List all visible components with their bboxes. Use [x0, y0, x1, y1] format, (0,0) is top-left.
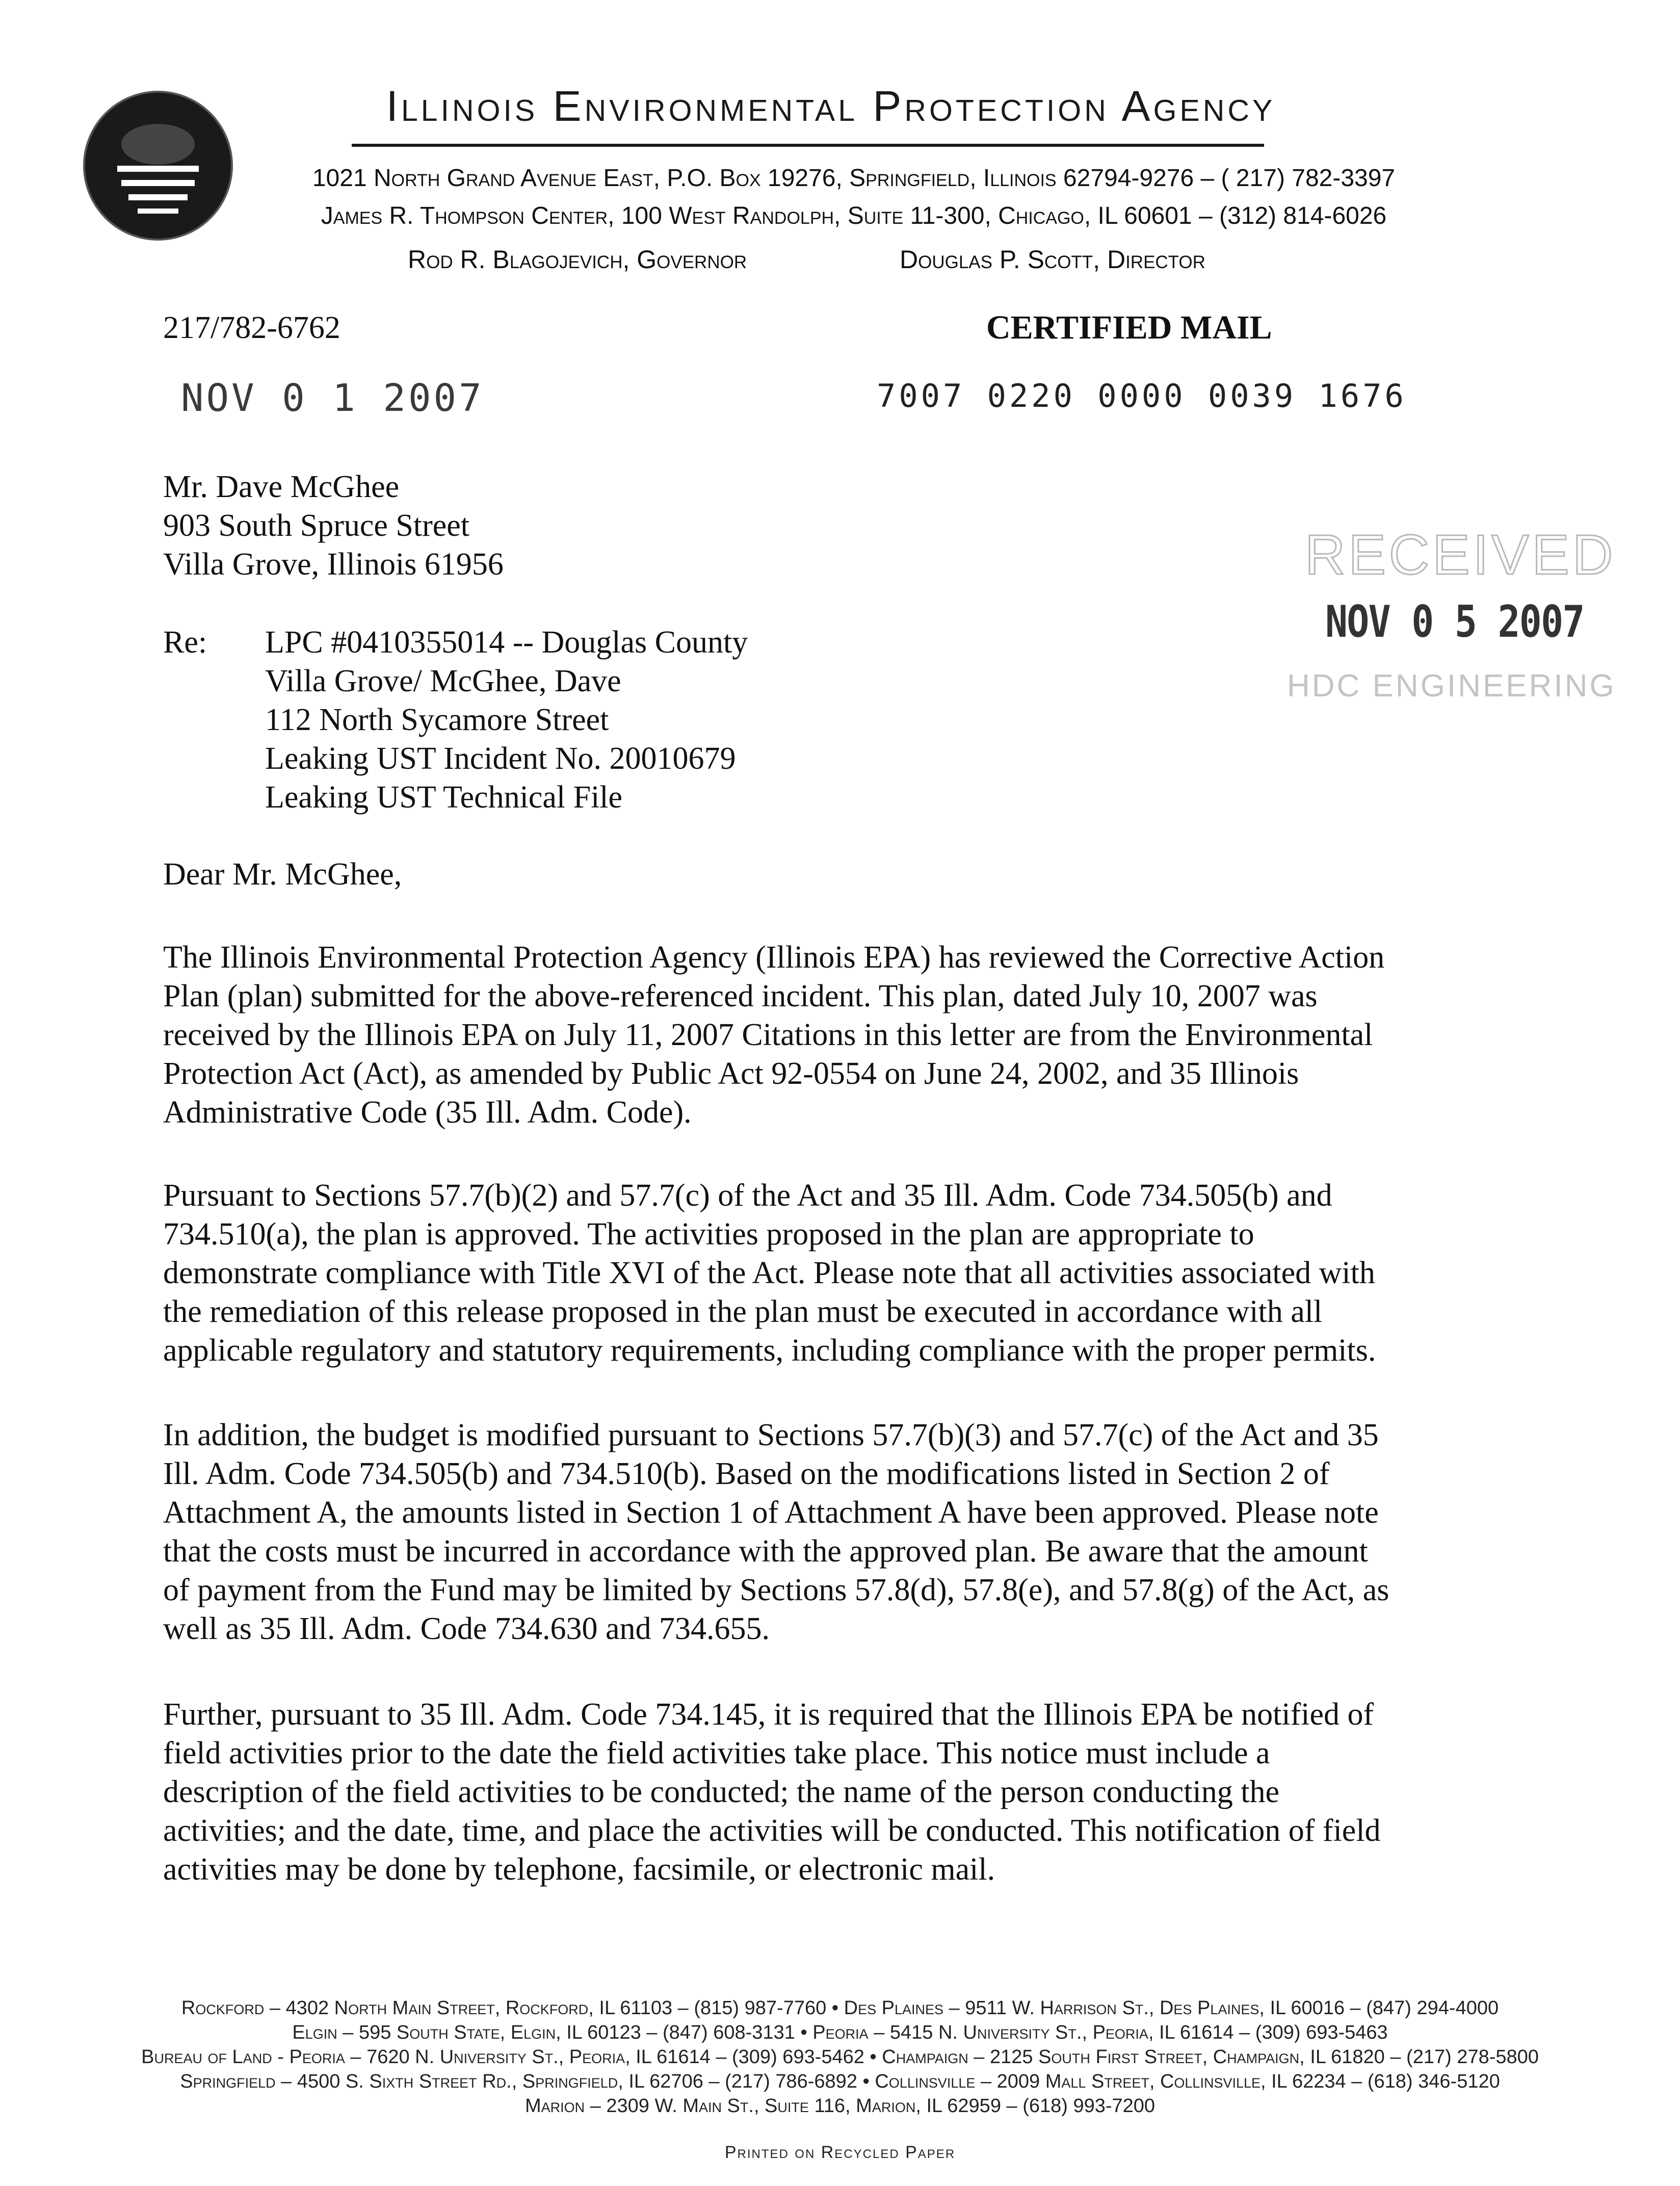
body-line: Pursuant to Sections 57.7(b)(2) and 57.7(c) of the Act and 35 Ill. Adm. Code 734.505(b) and: [163, 1178, 1332, 1213]
re-line: Villa Grove/ McGhee, Dave: [265, 664, 621, 698]
body-line: activities; and the date, time, and place the activities will be conducted. This notification of field: [163, 1813, 1381, 1848]
footer-office-line: Elgin – 595 South State, Elgin, IL 60123 – (847) 608-3131 • Peoria – 5415 N. University St., Peoria, IL 61614 – (309) 693-5463: [292, 2022, 1388, 2043]
body-line: Protection Act (Act), as amended by Public Act 92-0554 on June 24, 2002, and 35 Illinois: [163, 1056, 1299, 1091]
body-line: received by the Illinois EPA on July 11, 2007 Citations in this letter are from the Environmental: [163, 1018, 1373, 1052]
body-paragraph-2: [163, 1176, 1519, 1370]
body-paragraph-1: [163, 938, 1519, 1132]
body-line: Attachment A, the amounts listed in Section 1 of Attachment A have been approved. Please note: [163, 1495, 1379, 1530]
recipient-name: Mr. Dave McGhee: [163, 470, 400, 504]
agency-address-chicago: James R. Thompson Center, 100 West Randolph, Suite 11-300, Chicago, IL 60601 – (312) 814-6026: [321, 202, 1387, 229]
body-line: activities may be done by telephone, facsimile, or electronic mail.: [163, 1852, 995, 1887]
footer-office-line: Marion – 2309 W. Main St., Suite 116, Marion, IL 62959 – (618) 993-7200: [524, 2095, 1156, 2117]
body-line: well as 35 Ill. Adm. Code 734.630 and 734.655.: [163, 1611, 770, 1646]
agency-title: Illinois Environmental Protection Agency: [386, 82, 1276, 130]
body-line: of payment from the Fund may be limited by Sections 57.8(d), 57.8(e), and 57.8(g) of the Act, as: [163, 1573, 1389, 1607]
re-line: Leaking UST Technical File: [265, 780, 623, 815]
re-line: LPC #0410355014 -- Douglas County: [265, 625, 748, 660]
body-line: demonstrate compliance with Title XVI of the Act. Please note that all activities associated with: [163, 1256, 1375, 1290]
re-line: 112 North Sycamore Street: [265, 702, 609, 737]
body-line: Plan (plan) submitted for the above-referenced incident. This plan, dated July 10, 2007 was: [163, 979, 1318, 1013]
body-line: Ill. Adm. Code 734.505(b) and 734.510(b). Based on the modifications listed in Section 2 of: [163, 1456, 1330, 1491]
received-stamp: RECEIVED: [1305, 524, 1616, 586]
body-line: Administrative Code (35 Ill. Adm. Code).: [163, 1095, 692, 1130]
recipient-street: 903 South Spruce Street: [163, 508, 469, 543]
body-line: The Illinois Environmental Protection Agency (Illinois EPA) has reviewed the Corrective Action: [163, 940, 1385, 975]
body-paragraph-3: [163, 1416, 1519, 1648]
body-line: description of the field activities to be conducted; the name of the person conducting the: [163, 1775, 1279, 1809]
body-line: 734.510(a), the plan is approved. The activities proposed in the plan are appropriate to: [163, 1217, 1254, 1252]
footer-office-line: Springfield – 4500 S. Sixth Street Rd., Springfield, IL 62706 – (217) 786-6892 • Collinsville – 2009 Mall Street, Collinsville, IL 62234 – (618) 346-5120: [180, 2071, 1500, 2092]
re-line: Leaking UST Incident No. 20010679: [265, 741, 736, 776]
re-label: Re:: [163, 625, 207, 660]
body-line: Further, pursuant to 35 Ill. Adm. Code 734.145, it is required that the Illinois EPA be notified of: [163, 1697, 1374, 1732]
recycled-paper-note: Printed on Recycled Paper: [724, 2143, 956, 2162]
salutation: Dear Mr. McGhee,: [163, 857, 402, 892]
governor-name: Rod R. Blagojevich, Governor: [408, 245, 747, 274]
certified-mail-label: CERTIFIED MAIL: [986, 309, 1272, 346]
footer-office-line: Bureau of Land - Peoria – 7620 N. University St., Peoria, IL 61614 – (309) 693-5462 • Champaign – 2125 South First Street, Champaign, IL 61820 – (217) 278-5800: [141, 2046, 1539, 2068]
letterhead-divider: [352, 144, 1264, 147]
body-line: that the costs must be incurred in accordance with the approved plan. Be aware that the amount: [163, 1534, 1368, 1569]
letter-date-stamp: NOV 0 1 2007: [181, 376, 484, 420]
received-stamp-date: NOV 0 5 2007: [1325, 596, 1584, 647]
certified-tracking-number: 7007 0220 0000 0039 1676: [877, 377, 1407, 414]
body-paragraph-4: [163, 1695, 1519, 1889]
recipient-city: Villa Grove, Illinois 61956: [163, 547, 504, 582]
footer-office-line: Rockford – 4302 North Main Street, Rockford, IL 61103 – (815) 987-7760 • Des Plaines – 9511 W. Harrison St., Des Plaines, IL 60016 – (847) 294-4000: [181, 1997, 1499, 2019]
body-line: the remediation of this release proposed in the plan must be executed in accordance with all: [163, 1294, 1323, 1329]
body-line: field activities prior to the date the field activities take place. This notice must include a: [163, 1736, 1270, 1771]
reference-phone: 217/782-6762: [163, 310, 340, 345]
agency-logo-icon: [82, 89, 234, 242]
agency-address-springfield: 1021 North Grand Avenue East, P.O. Box 19276, Springfield, Illinois 62794-9276 – ( 217) 782-3397: [312, 165, 1396, 192]
body-line: applicable regulatory and statutory requirements, including compliance with the proper permits.: [163, 1333, 1376, 1368]
body-line: In addition, the budget is modified pursuant to Sections 57.7(b)(3) and 57.7(c) of the Act and 35: [163, 1418, 1379, 1452]
director-name: Douglas P. Scott, Director: [900, 245, 1205, 274]
received-stamp-company: HDC ENGINEERING: [1287, 668, 1616, 704]
